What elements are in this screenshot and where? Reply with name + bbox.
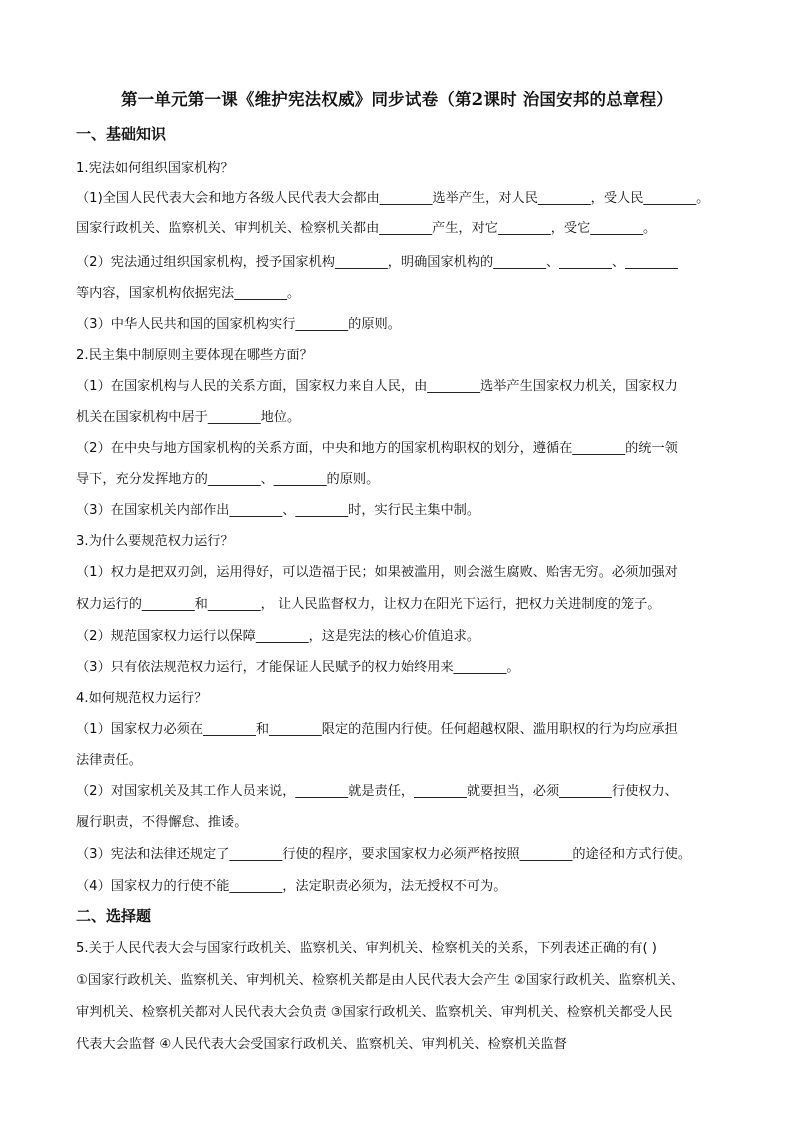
q1-item-2-line-2: 等内容，国家机构依据宪法________。 (76, 286, 301, 301)
q2-item-2-line-2: 导下，充分发挥地方的________、________的原则。 (76, 472, 380, 487)
q4-item-1-line-2: 法律责任。 (76, 753, 142, 768)
question-5-stem: 5.关于人民代表大会与国家行政机关、监察机关、审判机关、检察机关的关系，下列表述正确的有( ) (76, 941, 657, 956)
q3-item-2: （2）规范国家权力运行以保障________，这是宪法的核心价值追求。 (76, 629, 481, 644)
question-4-heading: 4.如何规范权力运行？ (76, 691, 208, 706)
q1-item-3: （3）中华人民共和国的国家机构实行________的原则。 (76, 317, 401, 332)
section-heading-basic: 一、基础知识 (76, 125, 167, 143)
q5-options-line-3: 代表大会监督 ④人民代表大会受国家行政机关、监察机关、审判机关、检察机关监督 (76, 1037, 567, 1052)
q4-item-2-line-1: （2）对国家机关及其工作人员来说，________就是责任，________就要担当，必须________行使权力、 (76, 784, 678, 799)
question-3-heading: 3.为什么要规范权力运行？ (76, 534, 234, 549)
q2-item-1-line-1: （1）在国家机构与人民的关系方面，国家权力来自人民，由________选举产生国家权力机关，国家权力 (76, 379, 678, 394)
q4-item-1-line-1: （1）国家权力必须在________和________限定的范围内行使。任何超越权限、滥用职权的行为均应承担 (76, 722, 678, 737)
question-1-heading: 1.宪法如何组织国家机构？ (76, 161, 234, 176)
q4-item-2-line-2: 履行职责，不得懈怠、推诿。 (76, 815, 248, 830)
q3-item-1-line-2: 权力运行的________和________， 让人民监督权力，让权力在阳光下运行，把权力关进制度的笼子。 (76, 597, 661, 612)
q5-options-line-2: 审判机关、检察机关都对人民代表大会负责 ③国家行政机关、监察机关、审判机关、检察机关都受人民 (76, 1005, 673, 1020)
section-heading-choice: 二、选择题 (76, 907, 152, 925)
q3-item-3: （3）只有依法规范权力运行，才能保证人民赋予的权力始终用来________。 (76, 660, 520, 675)
q4-item-4: （4）国家权力的行使不能________，法定职责必须为，法无授权不可为。 (76, 879, 507, 894)
q2-item-3: （3）在国家机关内部作出________、________时，实行民主集中制。 (76, 503, 481, 518)
q1-item-2-line-1: （2）宪法通过组织国家机构，授予国家机构________，明确国家机构的________、________、________ (76, 255, 678, 270)
q4-item-3: （3）宪法和法律还规定了________行使的程序，要求国家权力必须严格按照________的途径和方式行使。 (76, 847, 692, 862)
q1-item-1-line-2: 国家行政机关、监察机关、审判机关、检察机关都由________产生，对它________，受它________。 (76, 221, 657, 236)
q5-options-line-1: ①国家行政机关、监察机关、审判机关、检察机关都是由人民代表大会产生 ②国家行政机关、监察机关、 (76, 973, 685, 988)
q3-item-1-line-1: （1）权力是把双刃剑，运用得好，可以造福于民；如果被滥用，则会滋生腐败、贻害无穷。必须加强对 (76, 565, 678, 580)
question-2-heading: 2.民主集中制原则主要体现在哪些方面？ (76, 348, 313, 363)
q1-item-1-line-1: （1)全国人民代表大会和地方各级人民代表大会都由________选举产生，对人民________，受人民________。 (76, 191, 710, 206)
q2-item-1-line-2: 机关在国家机构中居于________地位。 (76, 410, 301, 425)
q2-item-2-line-1: （2）在中央与地方国家机构的关系方面，中央和地方的国家机构职权的划分，遵循在________的统一领 (76, 441, 678, 456)
page-title: 第一单元第一课《维护宪法权威》同步试卷（第2课时 治国安邦的总章程） (120, 90, 674, 109)
